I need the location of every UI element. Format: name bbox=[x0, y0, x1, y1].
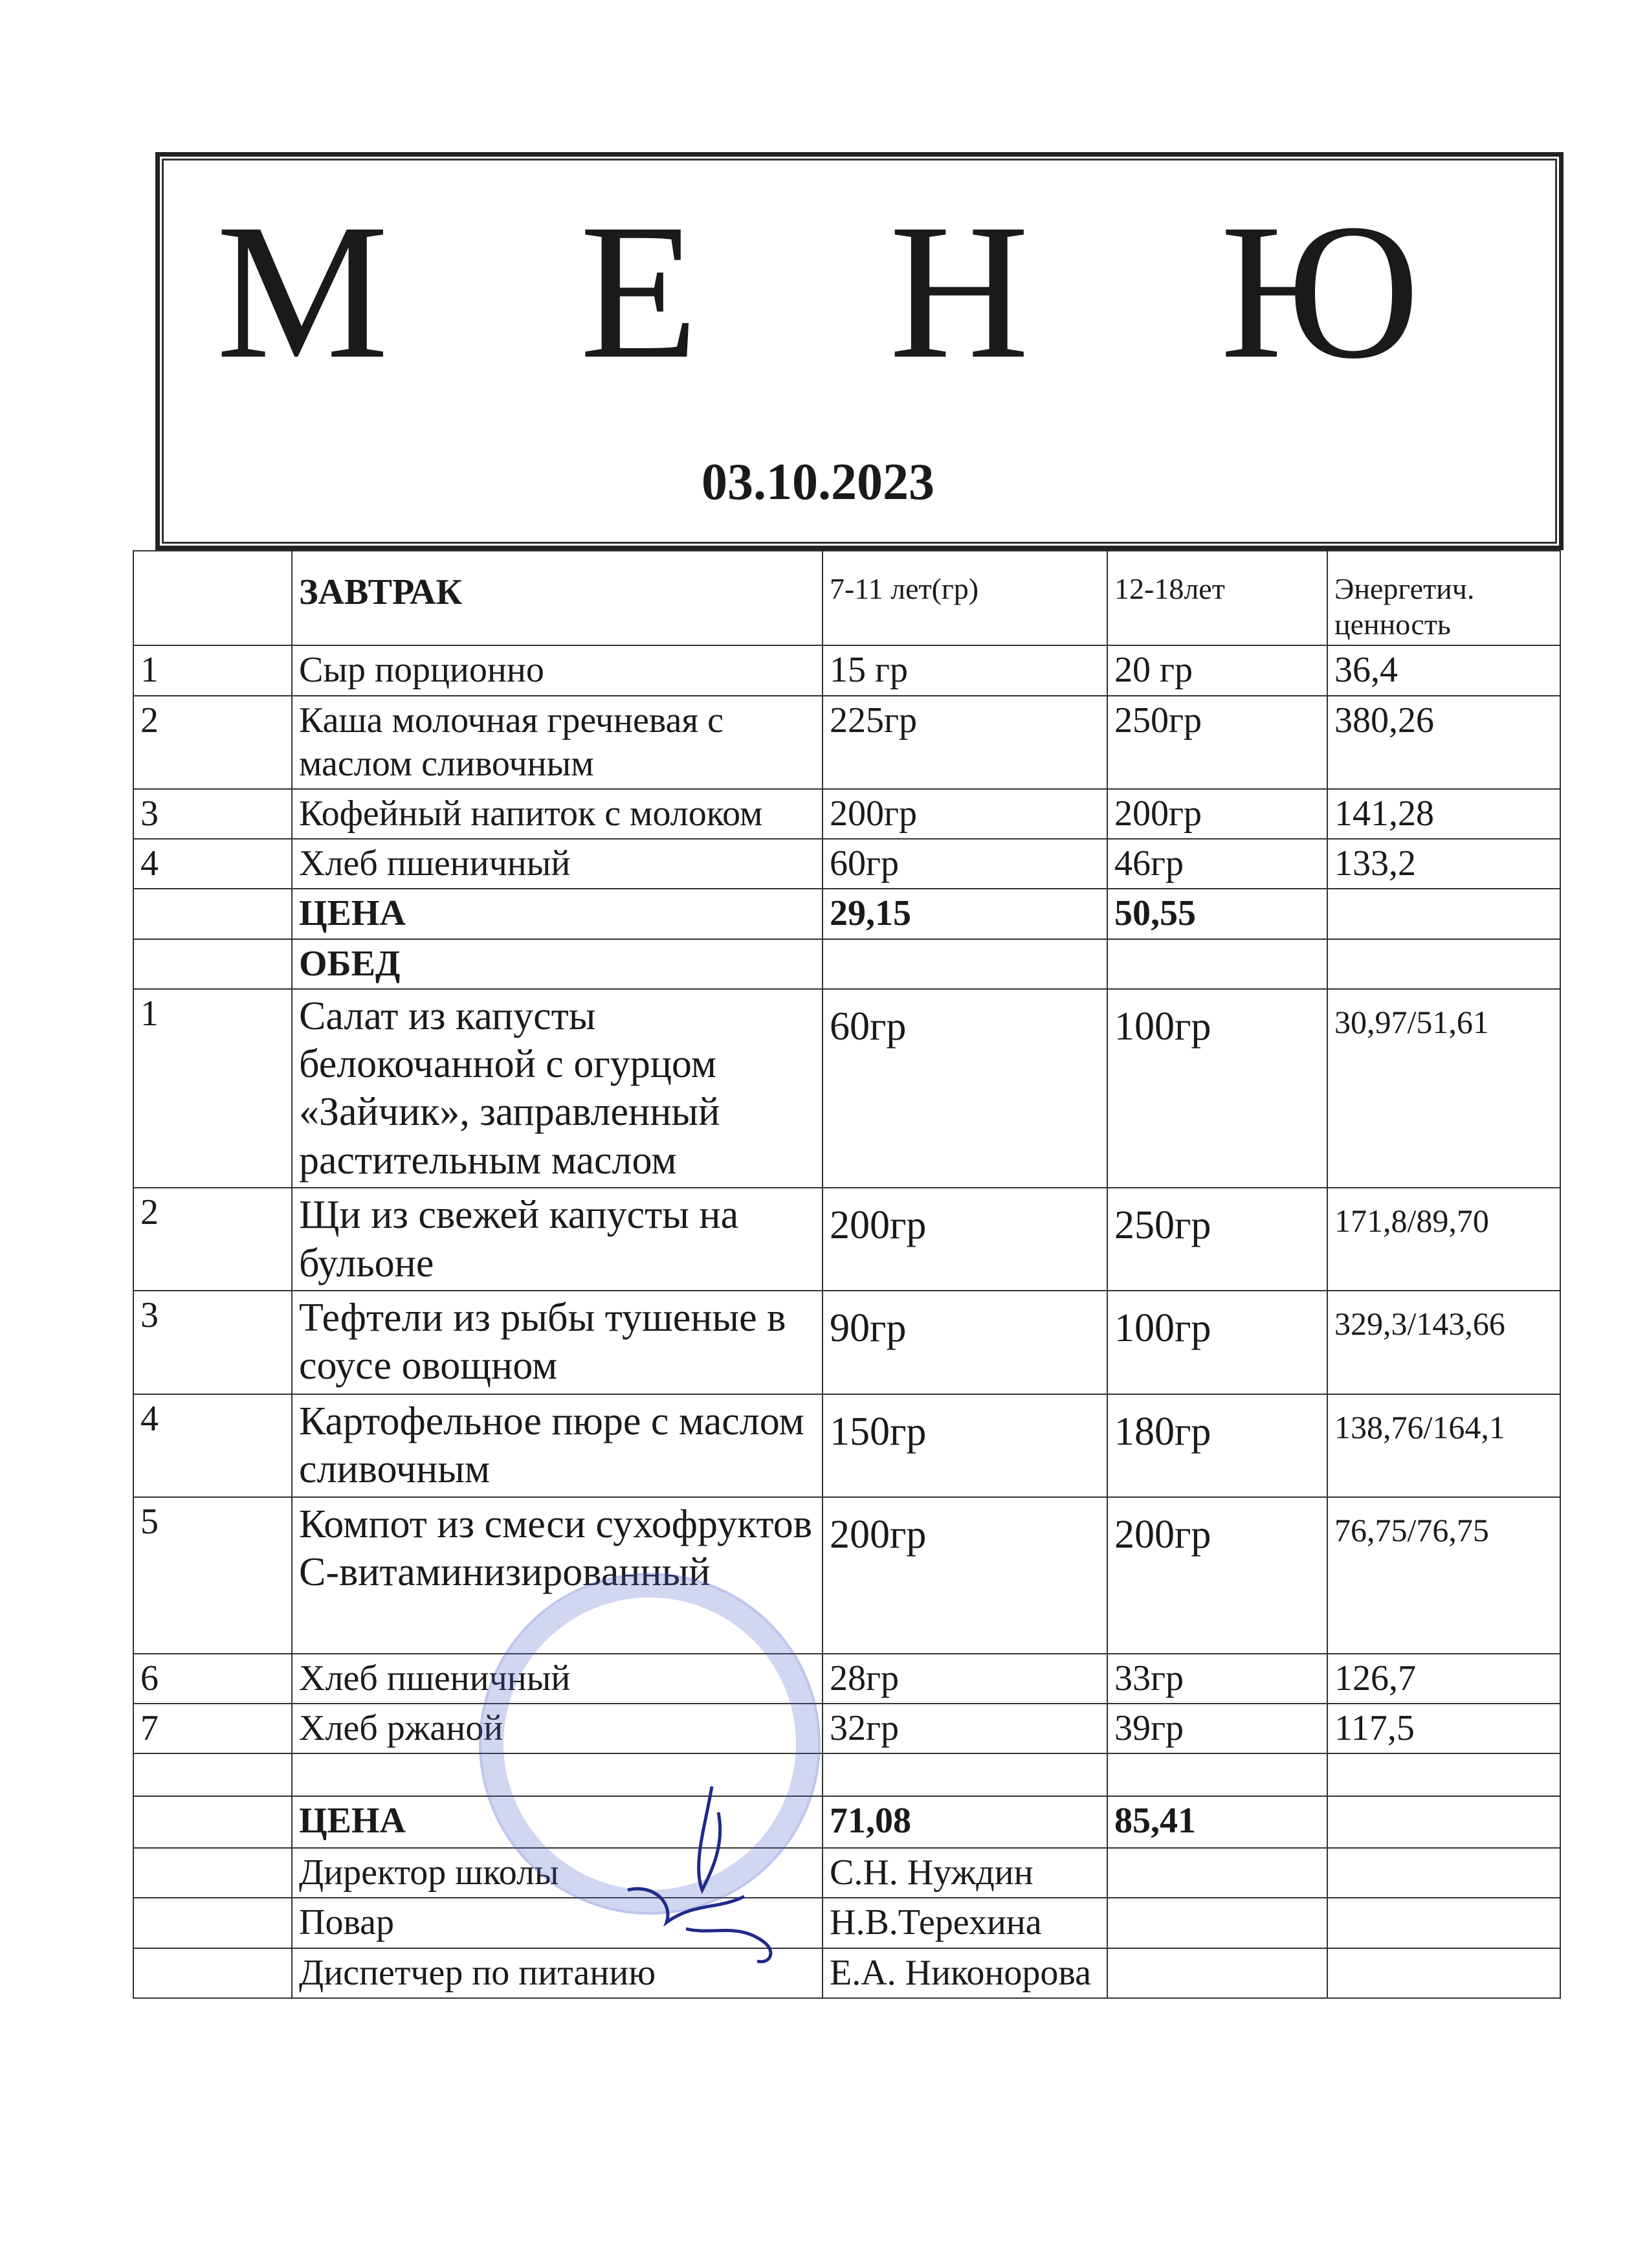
energy-value: 138,76/164,1 bbox=[1327, 1394, 1560, 1497]
portion-7-11: 32гр bbox=[823, 1704, 1107, 1753]
row-number: 4 bbox=[133, 839, 292, 889]
row-number: 1 bbox=[133, 645, 292, 695]
portion-7-11: 225гр bbox=[823, 696, 1107, 789]
dish-name: Кофейный напиток с молоком bbox=[292, 789, 823, 839]
dish-name: Салат из капусты белокочанной с огурцом «Зайчик», заправленный растительным маслом bbox=[292, 989, 823, 1188]
energy-value: 30,97/51,61 bbox=[1327, 989, 1560, 1188]
portion-12-18: 250гр bbox=[1107, 696, 1327, 789]
portion-7-11: 28гр bbox=[823, 1654, 1107, 1704]
lunch-label: ОБЕД bbox=[292, 939, 823, 989]
page-title: М Е Н Ю bbox=[216, 184, 1491, 399]
portion-7-11: 60гр bbox=[823, 989, 1107, 1188]
portion-12-18: 20 гр bbox=[1107, 645, 1327, 695]
signature-name: Е.А. Никонорова bbox=[823, 1948, 1107, 1998]
portion-7-11: 90гр bbox=[823, 1291, 1107, 1394]
portion-12-18: 33гр bbox=[1107, 1654, 1327, 1704]
table-row bbox=[133, 1291, 1560, 1394]
row-number: 2 bbox=[133, 696, 292, 789]
signature-role: Директор школы bbox=[292, 1848, 823, 1898]
portion-12-18: 200гр bbox=[1107, 789, 1327, 839]
price-7-11: 29,15 bbox=[823, 889, 1107, 939]
dish-name: Щи из свежей капусты на бульоне bbox=[292, 1188, 823, 1291]
portion-12-18: 180гр bbox=[1107, 1394, 1327, 1497]
table-header-row bbox=[133, 551, 1560, 645]
table-row bbox=[133, 1188, 1560, 1291]
table-row bbox=[133, 1654, 1560, 1704]
row-number: 6 bbox=[133, 1654, 292, 1704]
signature-row bbox=[133, 1898, 1560, 1948]
price-12-18: 50,55 bbox=[1107, 889, 1327, 939]
portion-12-18: 46гр bbox=[1107, 839, 1327, 889]
col-age-12-18: 12-18лет bbox=[1107, 551, 1327, 645]
energy-value: 171,8/89,70 bbox=[1327, 1188, 1560, 1291]
energy-value: 380,26 bbox=[1327, 696, 1560, 789]
empty-row bbox=[133, 1753, 1560, 1796]
dish-name: Каша молочная гречневая с маслом сливочным bbox=[292, 696, 823, 789]
handwritten-signature bbox=[615, 1773, 809, 1968]
portion-12-18: 250гр bbox=[1107, 1188, 1327, 1291]
dish-name: Тефтели из рыбы тушеные в соусе овощном bbox=[292, 1291, 823, 1394]
dish-name: Сыр порционно bbox=[292, 645, 823, 695]
lunch-price-row bbox=[133, 1796, 1560, 1848]
header-number-cell bbox=[133, 551, 292, 645]
table-row bbox=[133, 1497, 1560, 1654]
signature-row bbox=[133, 1848, 1560, 1898]
table-row bbox=[133, 989, 1560, 1188]
price-7-11: 71,08 bbox=[823, 1796, 1107, 1848]
dish-name: Хлеб ржаной bbox=[292, 1704, 823, 1753]
price-12-18: 85,41 bbox=[1107, 1796, 1327, 1848]
table-row bbox=[133, 789, 1560, 839]
portion-7-11: 200гр bbox=[823, 1188, 1107, 1291]
signature-row bbox=[133, 1948, 1560, 1998]
portion-12-18: 39гр bbox=[1107, 1704, 1327, 1753]
energy-value: 133,2 bbox=[1327, 839, 1560, 889]
portion-7-11: 60гр bbox=[823, 839, 1107, 889]
row-number: 2 bbox=[133, 1188, 292, 1291]
energy-value: 329,3/143,66 bbox=[1327, 1291, 1560, 1394]
energy-value: 117,5 bbox=[1327, 1704, 1560, 1753]
dish-name: Хлеб пшеничный bbox=[292, 1654, 823, 1704]
portion-7-11: 200гр bbox=[823, 789, 1107, 839]
table-row bbox=[133, 1394, 1560, 1497]
table-row bbox=[133, 1704, 1560, 1753]
menu-date: 03.10.2023 bbox=[702, 454, 934, 511]
signature-name: С.Н. Нуждин bbox=[823, 1848, 1107, 1898]
price-label: ЦЕНА bbox=[292, 889, 823, 939]
row-number: 4 bbox=[133, 1394, 292, 1497]
signature-role: Повар bbox=[292, 1898, 823, 1948]
dish-name: Компот из смеси сухофруктов С-витаминизированный bbox=[292, 1497, 823, 1654]
table-row bbox=[133, 839, 1560, 889]
menu-table bbox=[133, 550, 1561, 1999]
energy-value: 141,28 bbox=[1327, 789, 1560, 839]
energy-value: 126,7 bbox=[1327, 1654, 1560, 1704]
portion-12-18: 100гр bbox=[1107, 989, 1327, 1188]
breakfast-price-row bbox=[133, 889, 1560, 939]
signature-role: Диспетчер по питанию bbox=[292, 1948, 823, 1998]
row-number: 7 bbox=[133, 1704, 292, 1753]
dish-name: Хлеб пшеничный bbox=[292, 839, 823, 889]
price-label: ЦЕНА bbox=[292, 1796, 823, 1848]
portion-12-18: 100гр bbox=[1107, 1291, 1327, 1394]
portion-7-11: 150гр bbox=[823, 1394, 1107, 1497]
breakfast-label: ЗАВТРАК bbox=[292, 551, 823, 645]
row-number: 1 bbox=[133, 989, 292, 1188]
col-energy: Энергетич. ценность bbox=[1327, 551, 1560, 645]
row-number: 5 bbox=[133, 1497, 292, 1654]
lunch-header-row bbox=[133, 939, 1560, 989]
portion-7-11: 200гр bbox=[823, 1497, 1107, 1654]
table-row bbox=[133, 645, 1560, 695]
table-row bbox=[133, 696, 1560, 789]
energy-value: 36,4 bbox=[1327, 645, 1560, 695]
col-age-7-11: 7-11 лет(гр) bbox=[823, 551, 1107, 645]
dish-name: Картофельное пюре с маслом сливочным bbox=[292, 1394, 823, 1497]
energy-value: 76,75/76,75 bbox=[1327, 1497, 1560, 1654]
signature-name: Н.В.Терехина bbox=[823, 1898, 1107, 1948]
row-number: 3 bbox=[133, 1291, 292, 1394]
portion-12-18: 200гр bbox=[1107, 1497, 1327, 1654]
row-number: 3 bbox=[133, 789, 292, 839]
portion-7-11: 15 гр bbox=[823, 645, 1107, 695]
